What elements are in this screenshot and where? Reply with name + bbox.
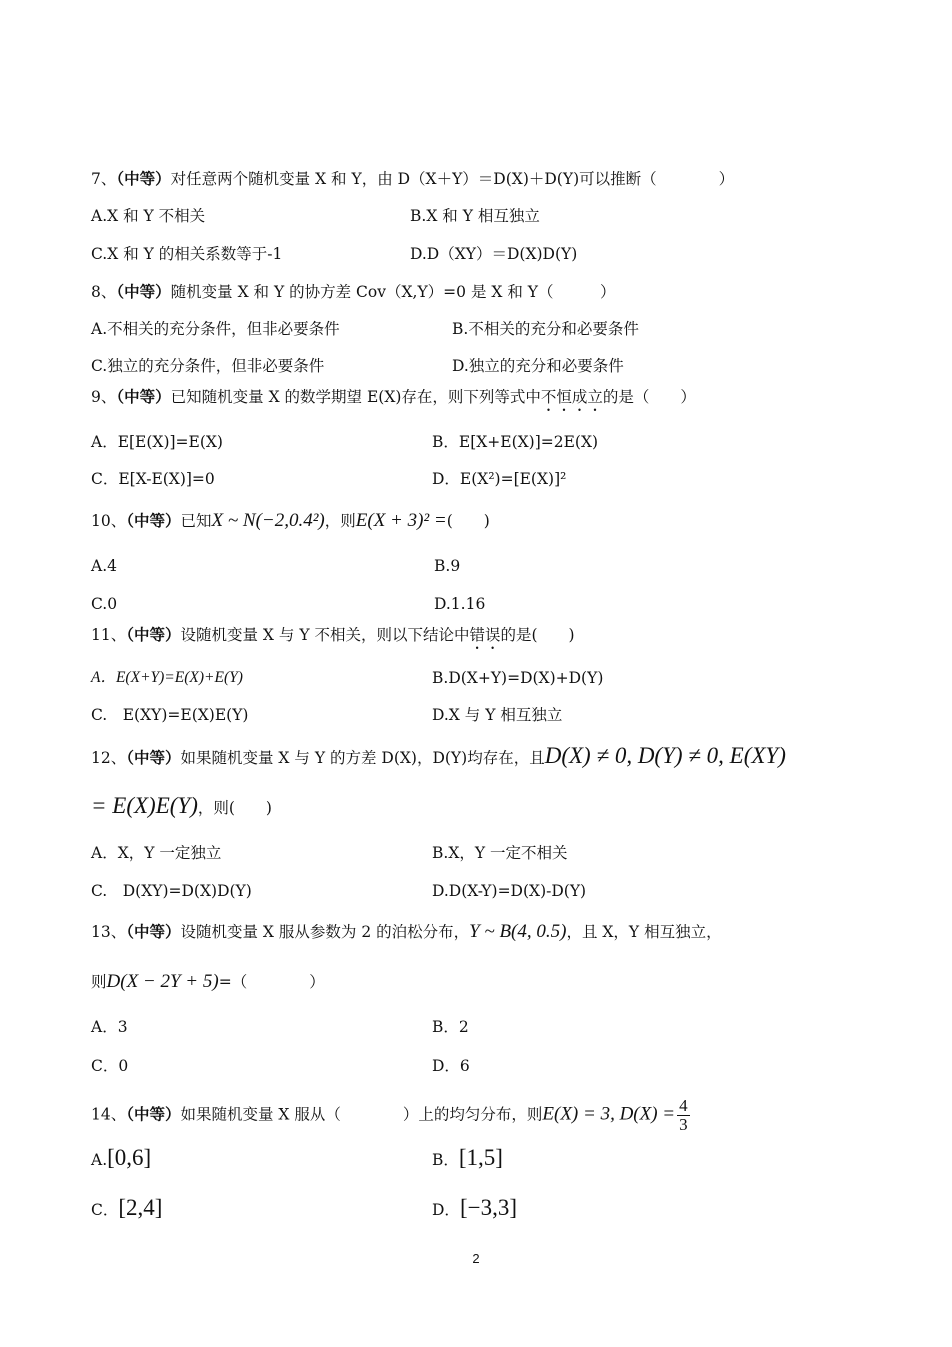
page-number: 2	[472, 1251, 480, 1266]
question-text: 随机变量 X 和 Y 的协方差 Cov（X,Y）=0 是 X 和 Y（ ）	[170, 283, 616, 301]
difficulty-label: （中等）	[116, 387, 171, 406]
option-c-interval: [2,4]	[118, 1195, 163, 1220]
option-d: D.1.16	[434, 595, 486, 613]
option-a: A．X，Y 一定独立	[91, 844, 222, 862]
option-b: B．2	[432, 1018, 469, 1036]
emphasized-text: 不恒成立	[540, 388, 603, 406]
fraction	[677, 1097, 690, 1134]
question-13	[91, 922, 722, 942]
question-10	[91, 511, 490, 531]
math-formula: X ~ N(−2,0.4²)	[211, 510, 325, 531]
option-d-label: D．	[432, 1201, 460, 1219]
question-12	[91, 743, 786, 768]
option-c: C.独立的充分条件，但非必要条件	[91, 357, 325, 375]
question-11	[91, 625, 575, 653]
difficulty-label: （中等）	[126, 748, 181, 767]
fraction-denominator: 3	[679, 1115, 688, 1134]
option-c: C．0	[91, 1057, 129, 1075]
question-text: 已知	[180, 512, 212, 530]
question-text: 则	[91, 973, 107, 991]
option-d	[432, 1195, 517, 1220]
math-formula: E(X + 3)² =	[355, 510, 447, 531]
math-formula: D(X − 2Y + 5)	[106, 971, 219, 992]
question-text: 设随机变量 X 服从参数为 2 的泊松分布，	[180, 923, 470, 941]
option-b: B.9	[434, 557, 461, 575]
option-a: A．E[E(X)]=E(X)	[91, 433, 223, 451]
question-8	[91, 282, 616, 302]
question-text: 设随机变量 X 与 Y 不相关，则以下结论中	[180, 626, 470, 644]
question-number: 10、	[91, 512, 127, 530]
question-number: 13、	[91, 923, 127, 941]
option-d: D.D（XY）＝D(X)D(Y)	[410, 245, 578, 263]
option-c	[91, 1195, 163, 1220]
option-b: B.X 和 Y 相互独立	[410, 207, 540, 225]
question-number: 9、	[91, 388, 117, 406]
option-d: D.D(X-Y)=D(X)-D(Y)	[432, 882, 587, 900]
question-number: 12、	[91, 749, 127, 767]
option-b-interval: [1,5]	[458, 1145, 503, 1170]
option-b: B.不相关的充分和必要条件	[452, 320, 639, 338]
difficulty-label: （中等）	[126, 1104, 181, 1124]
option-b: B.X，Y 一定不相关	[432, 844, 568, 862]
question-text: 对任意两个随机变量 X 和 Y，由 D（X＋Y）＝D(X)＋D(Y)可以推断（ ）	[170, 170, 735, 188]
option-a-interval: [0,6]	[107, 1145, 152, 1170]
question-text-tail: ( )	[446, 512, 490, 530]
option-c: C. D(XY)=D(X)D(Y)	[91, 882, 252, 900]
option-a: A.X 和 Y 不相关	[91, 207, 206, 225]
question-text-tail: ，且 X，Y 相互独立，	[566, 923, 722, 941]
option-d: D.X 与 Y 相互独立	[432, 706, 563, 724]
option-c: C. E(XY)=E(X)E(Y)	[91, 706, 249, 724]
option-a	[91, 1145, 152, 1170]
option-d: D．E(X²)=[E(X)]²	[432, 470, 567, 488]
difficulty-label: （中等）	[126, 922, 181, 941]
option-b-label: B．	[432, 1151, 459, 1169]
option-b: B．E[X+E(X)]=2E(X)	[432, 433, 599, 451]
question-13-line2	[91, 972, 325, 992]
option-a: A.不相关的充分条件，但非必要条件	[91, 320, 340, 338]
math-formula: E(X) = 3, D(X) =	[542, 1103, 676, 1125]
difficulty-label: （中等）	[116, 282, 171, 301]
question-14	[91, 1097, 690, 1134]
question-text-mid: ，则	[324, 512, 356, 530]
option-c: C．E[X-E(X)]=0	[91, 470, 215, 488]
question-text-tail: 的是（ ）	[602, 388, 696, 406]
question-text: 已知随机变量 X 的数学期望 E(X)存在，则下列等式中	[170, 388, 541, 406]
question-number: 11、	[91, 626, 127, 644]
math-formula: = E(X)E(Y)	[91, 793, 198, 818]
emphasized-text: 错误	[469, 626, 501, 644]
difficulty-label: （中等）	[126, 511, 181, 530]
math-formula: D(X) ≠ 0, D(Y) ≠ 0, E(XY)	[544, 743, 786, 768]
question-number: 7、	[91, 170, 117, 188]
option-c-label: C．	[91, 1201, 119, 1219]
option-d: D.独立的充分和必要条件	[452, 357, 624, 375]
option-c: C.0	[91, 595, 118, 613]
question-text-tail: =（ ）	[218, 973, 325, 991]
option-a: A.4	[91, 557, 117, 575]
question-text: 如果随机变量 X 服从（ ）上的均匀分布，则	[180, 1105, 543, 1124]
option-a: A．3	[91, 1018, 128, 1036]
question-text-tail: ，则( )	[197, 799, 272, 817]
option-a-label: A.	[91, 1151, 108, 1169]
question-text: 如果随机变量 X 与 Y 的方差 D(X)，D(Y)均存在，且	[180, 749, 545, 767]
question-number: 14、	[91, 1105, 127, 1124]
question-9	[91, 387, 696, 415]
option-b	[432, 1145, 503, 1170]
difficulty-label: （中等）	[116, 169, 171, 188]
math-formula: Y ~ B(4, 0.5)	[469, 921, 567, 942]
option-a: A．E(X+Y)=E(X)+E(Y)	[91, 669, 243, 686]
question-number: 8、	[91, 283, 117, 301]
difficulty-label: （中等）	[126, 625, 181, 644]
question-text-tail: 的是( )	[500, 626, 575, 644]
question-7	[91, 169, 734, 189]
option-c: C.X 和 Y 的相关系数等于-1	[91, 245, 283, 263]
option-d-interval: [−3,3]	[459, 1195, 517, 1220]
fraction-numerator: 4	[679, 1096, 688, 1115]
option-d: D．6	[432, 1057, 470, 1075]
question-12-line2	[91, 793, 272, 818]
option-b: B.D(X+Y)=D(X)+D(Y)	[432, 669, 604, 687]
